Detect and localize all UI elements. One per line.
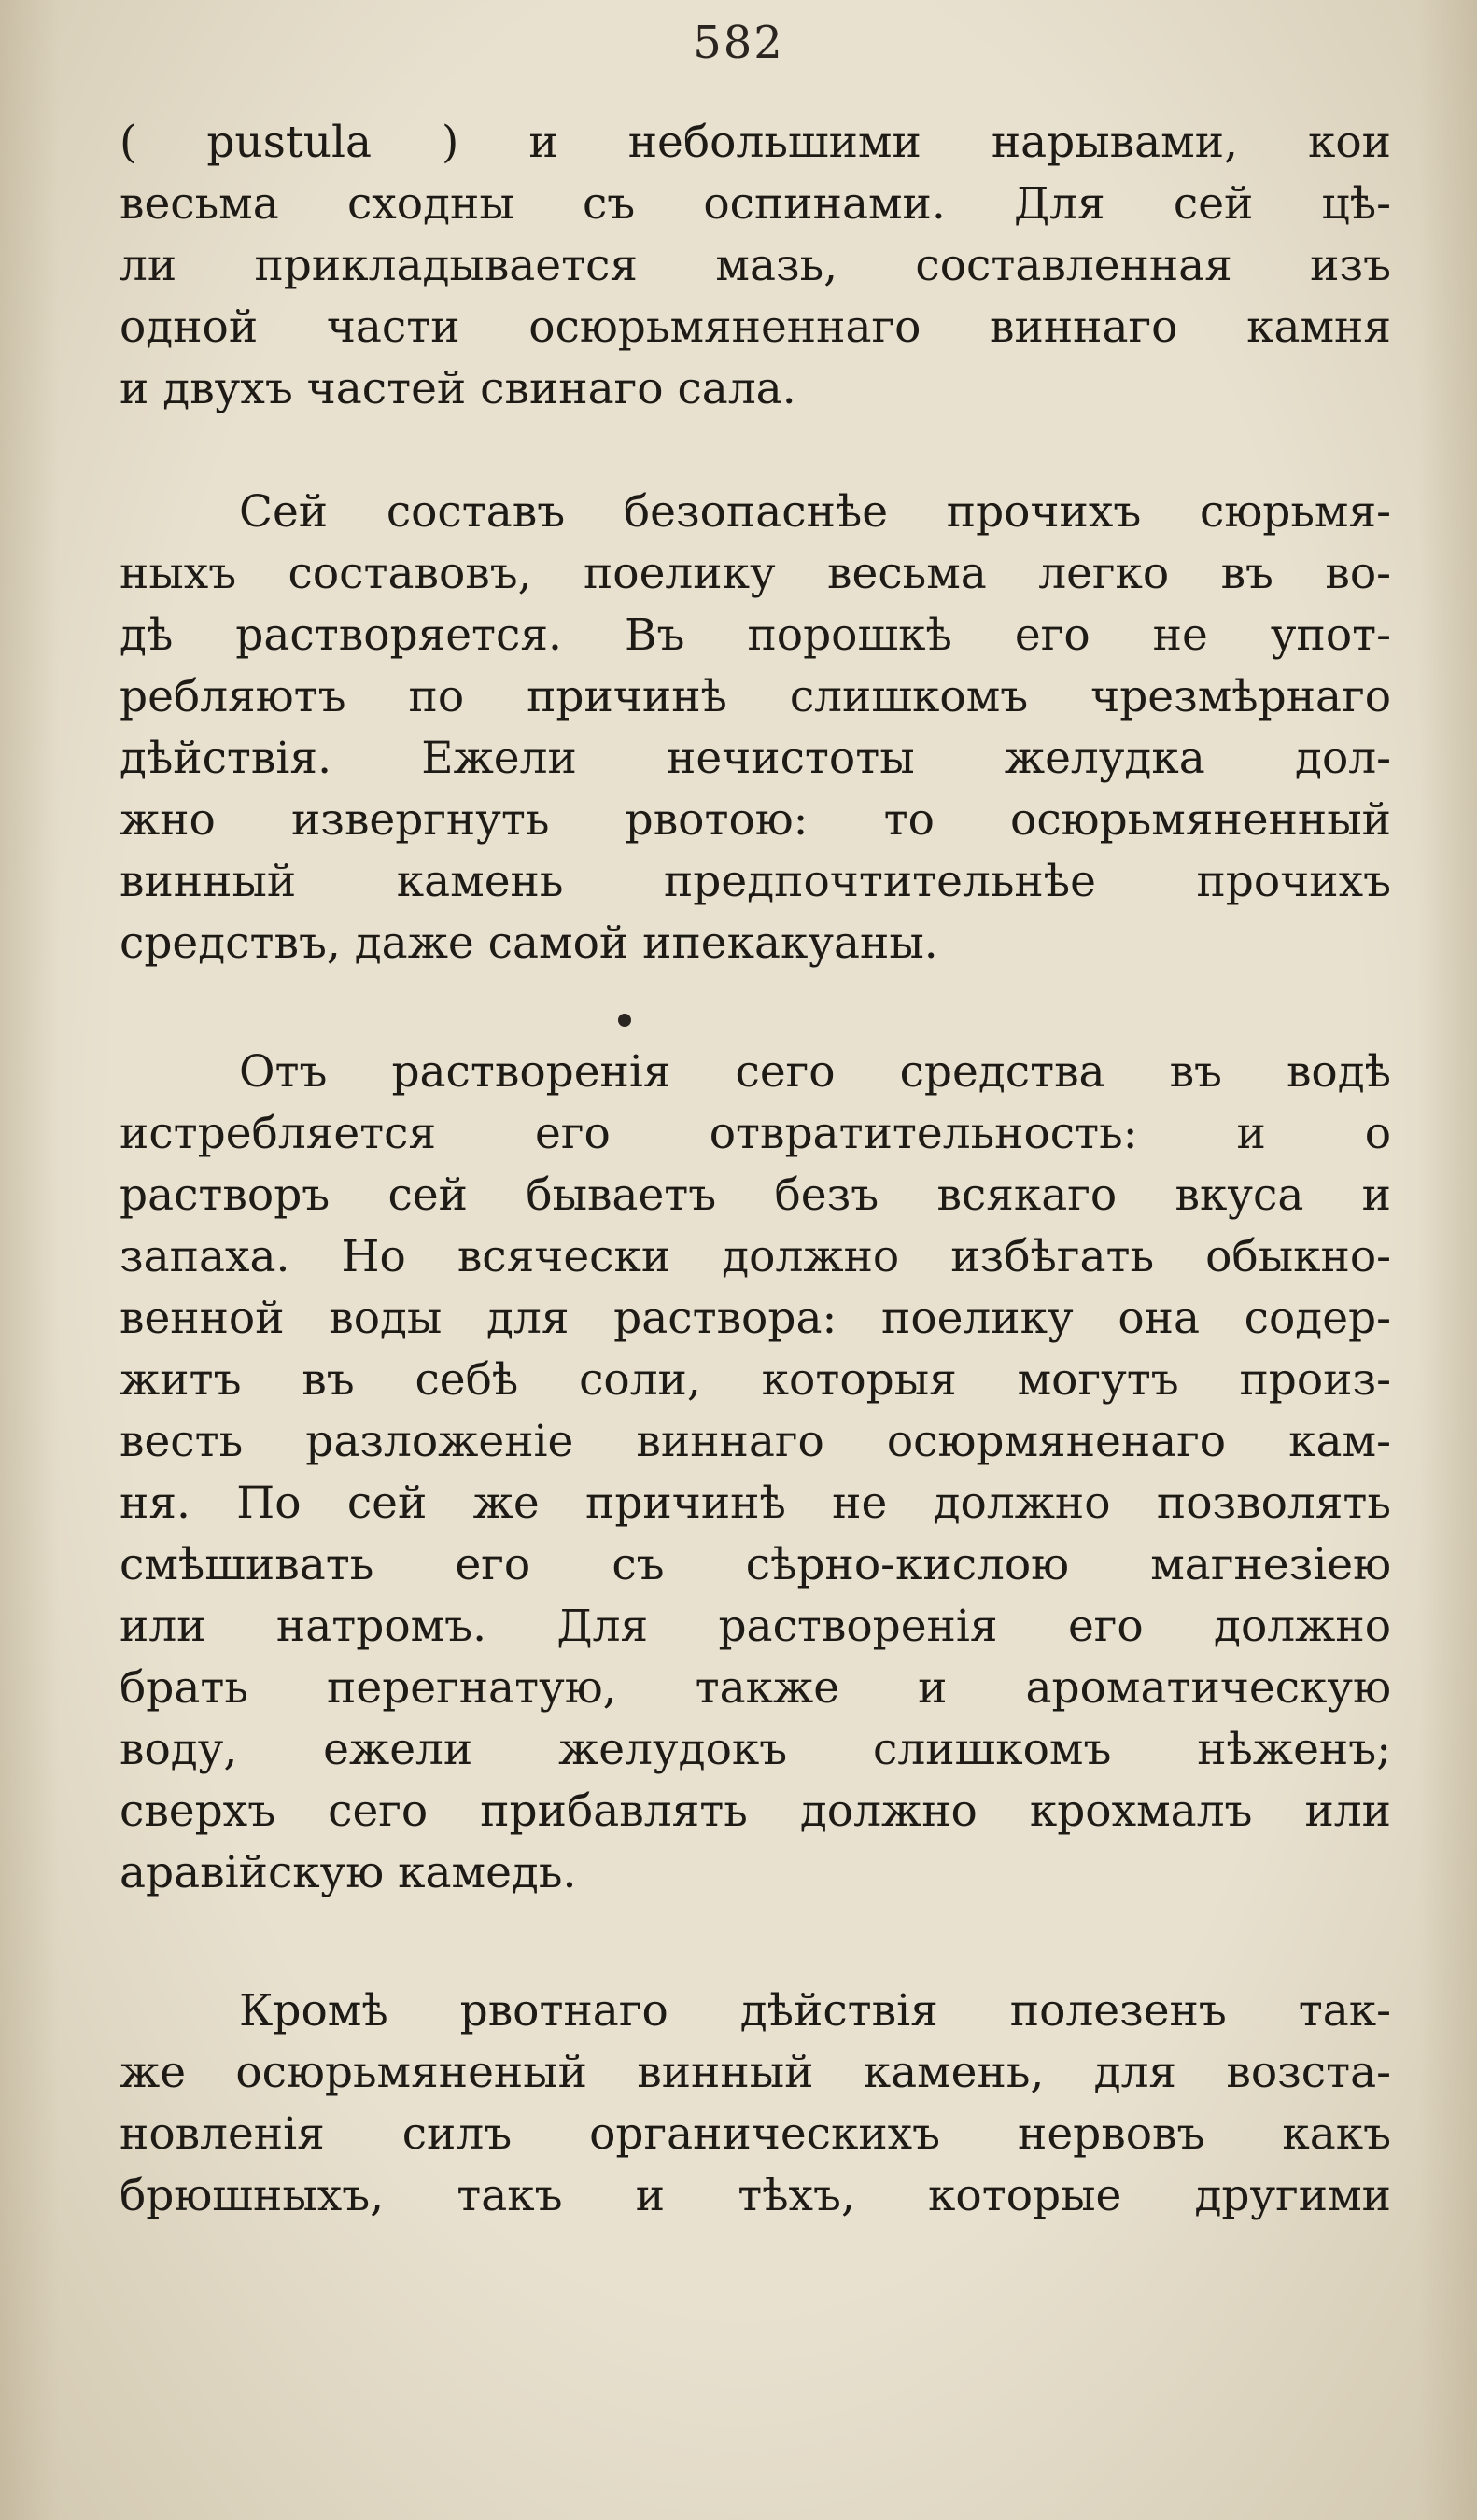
text-line: брать перегнатую, также и ароматическую bbox=[120, 1662, 1391, 1714]
text-line: винный камень предпочтительнѣе прочихъ bbox=[120, 856, 1391, 907]
text-line: ня. По сей же причинѣ не должно позволять bbox=[120, 1477, 1391, 1529]
text-line: дѣ растворяется. Въ порошкѣ его не упот- bbox=[120, 609, 1391, 661]
text-line: весть разложеніе виннаго осюрмяненаго кам- bbox=[120, 1416, 1391, 1467]
text-line: аравійскую камедь. bbox=[120, 1847, 577, 1898]
paragraph-1 bbox=[120, 112, 1391, 420]
text-line: ( pustula ) и небольшими нарывами, кои bbox=[120, 117, 1391, 168]
paragraph-4 bbox=[120, 1981, 1391, 2227]
text-line: Отъ растворенія сего средства въ водѣ bbox=[239, 1046, 1391, 1098]
text-line: смѣшивать его съ сѣрно-кислою магнезіею bbox=[120, 1539, 1391, 1590]
text-line: весьма сходны съ оспинами. Для сей цѣ- bbox=[120, 178, 1391, 230]
text-line: ли прикладывается мазь, составленная изъ bbox=[120, 240, 1391, 291]
text-line: же осюрьмяненый винный камень, для возста- bbox=[120, 2047, 1391, 2098]
text-line: истребляется его отвратительность: и о bbox=[120, 1108, 1391, 1159]
text-line: воду, ежели желудокъ слишкомъ нѣженъ; bbox=[120, 1724, 1391, 1775]
text-line: ныхъ составовъ, поелику весьма легко въ во- bbox=[120, 548, 1391, 599]
text-line: новленія силъ органическихъ нервовъ какъ bbox=[120, 2108, 1391, 2160]
text-line: и двухъ частей свинаго сала. bbox=[120, 363, 796, 414]
text-line: венной воды для раствора: поелику она содер- bbox=[120, 1293, 1391, 1344]
text-line: растворъ сей бываетъ безъ всякаго вкуса и bbox=[120, 1169, 1391, 1221]
text-line: запаха. Но всячески должно избѣгать обыкно- bbox=[120, 1231, 1391, 1282]
text-line: средствъ, даже самой ипекакуаны. bbox=[120, 917, 938, 969]
text-line: ребляютъ по причинѣ слишкомъ чрезмѣрнаго bbox=[120, 671, 1391, 722]
page-number: 582 bbox=[693, 17, 784, 69]
text-line: жно извергнуть рвотою: то осюрьмяненный bbox=[120, 794, 1391, 846]
paragraph-3 bbox=[120, 1042, 1391, 1904]
text-line: брюшныхъ, такъ и тѣхъ, которые другими bbox=[120, 2170, 1391, 2221]
text-line: Кромѣ рвотнаго дѣйствія полезенъ так- bbox=[239, 1985, 1391, 2037]
text-line: дѣйствія. Ежели нечистоты желудка дол- bbox=[120, 733, 1391, 784]
text-line: или натромъ. Для растворенія его должно bbox=[120, 1601, 1391, 1652]
ink-dot bbox=[618, 1014, 631, 1027]
text-line: житъ въ себѣ соли, которыя могутъ произ- bbox=[120, 1354, 1391, 1406]
text-line: Сей составъ безопаснѣе прочихъ сюрьмя- bbox=[239, 486, 1391, 538]
paragraph-2 bbox=[120, 482, 1391, 974]
text-line: одной части осюрьмяненнаго виннаго камня bbox=[120, 301, 1391, 353]
text-line: сверхъ сего прибавлять должно крохмалъ или bbox=[120, 1785, 1391, 1837]
